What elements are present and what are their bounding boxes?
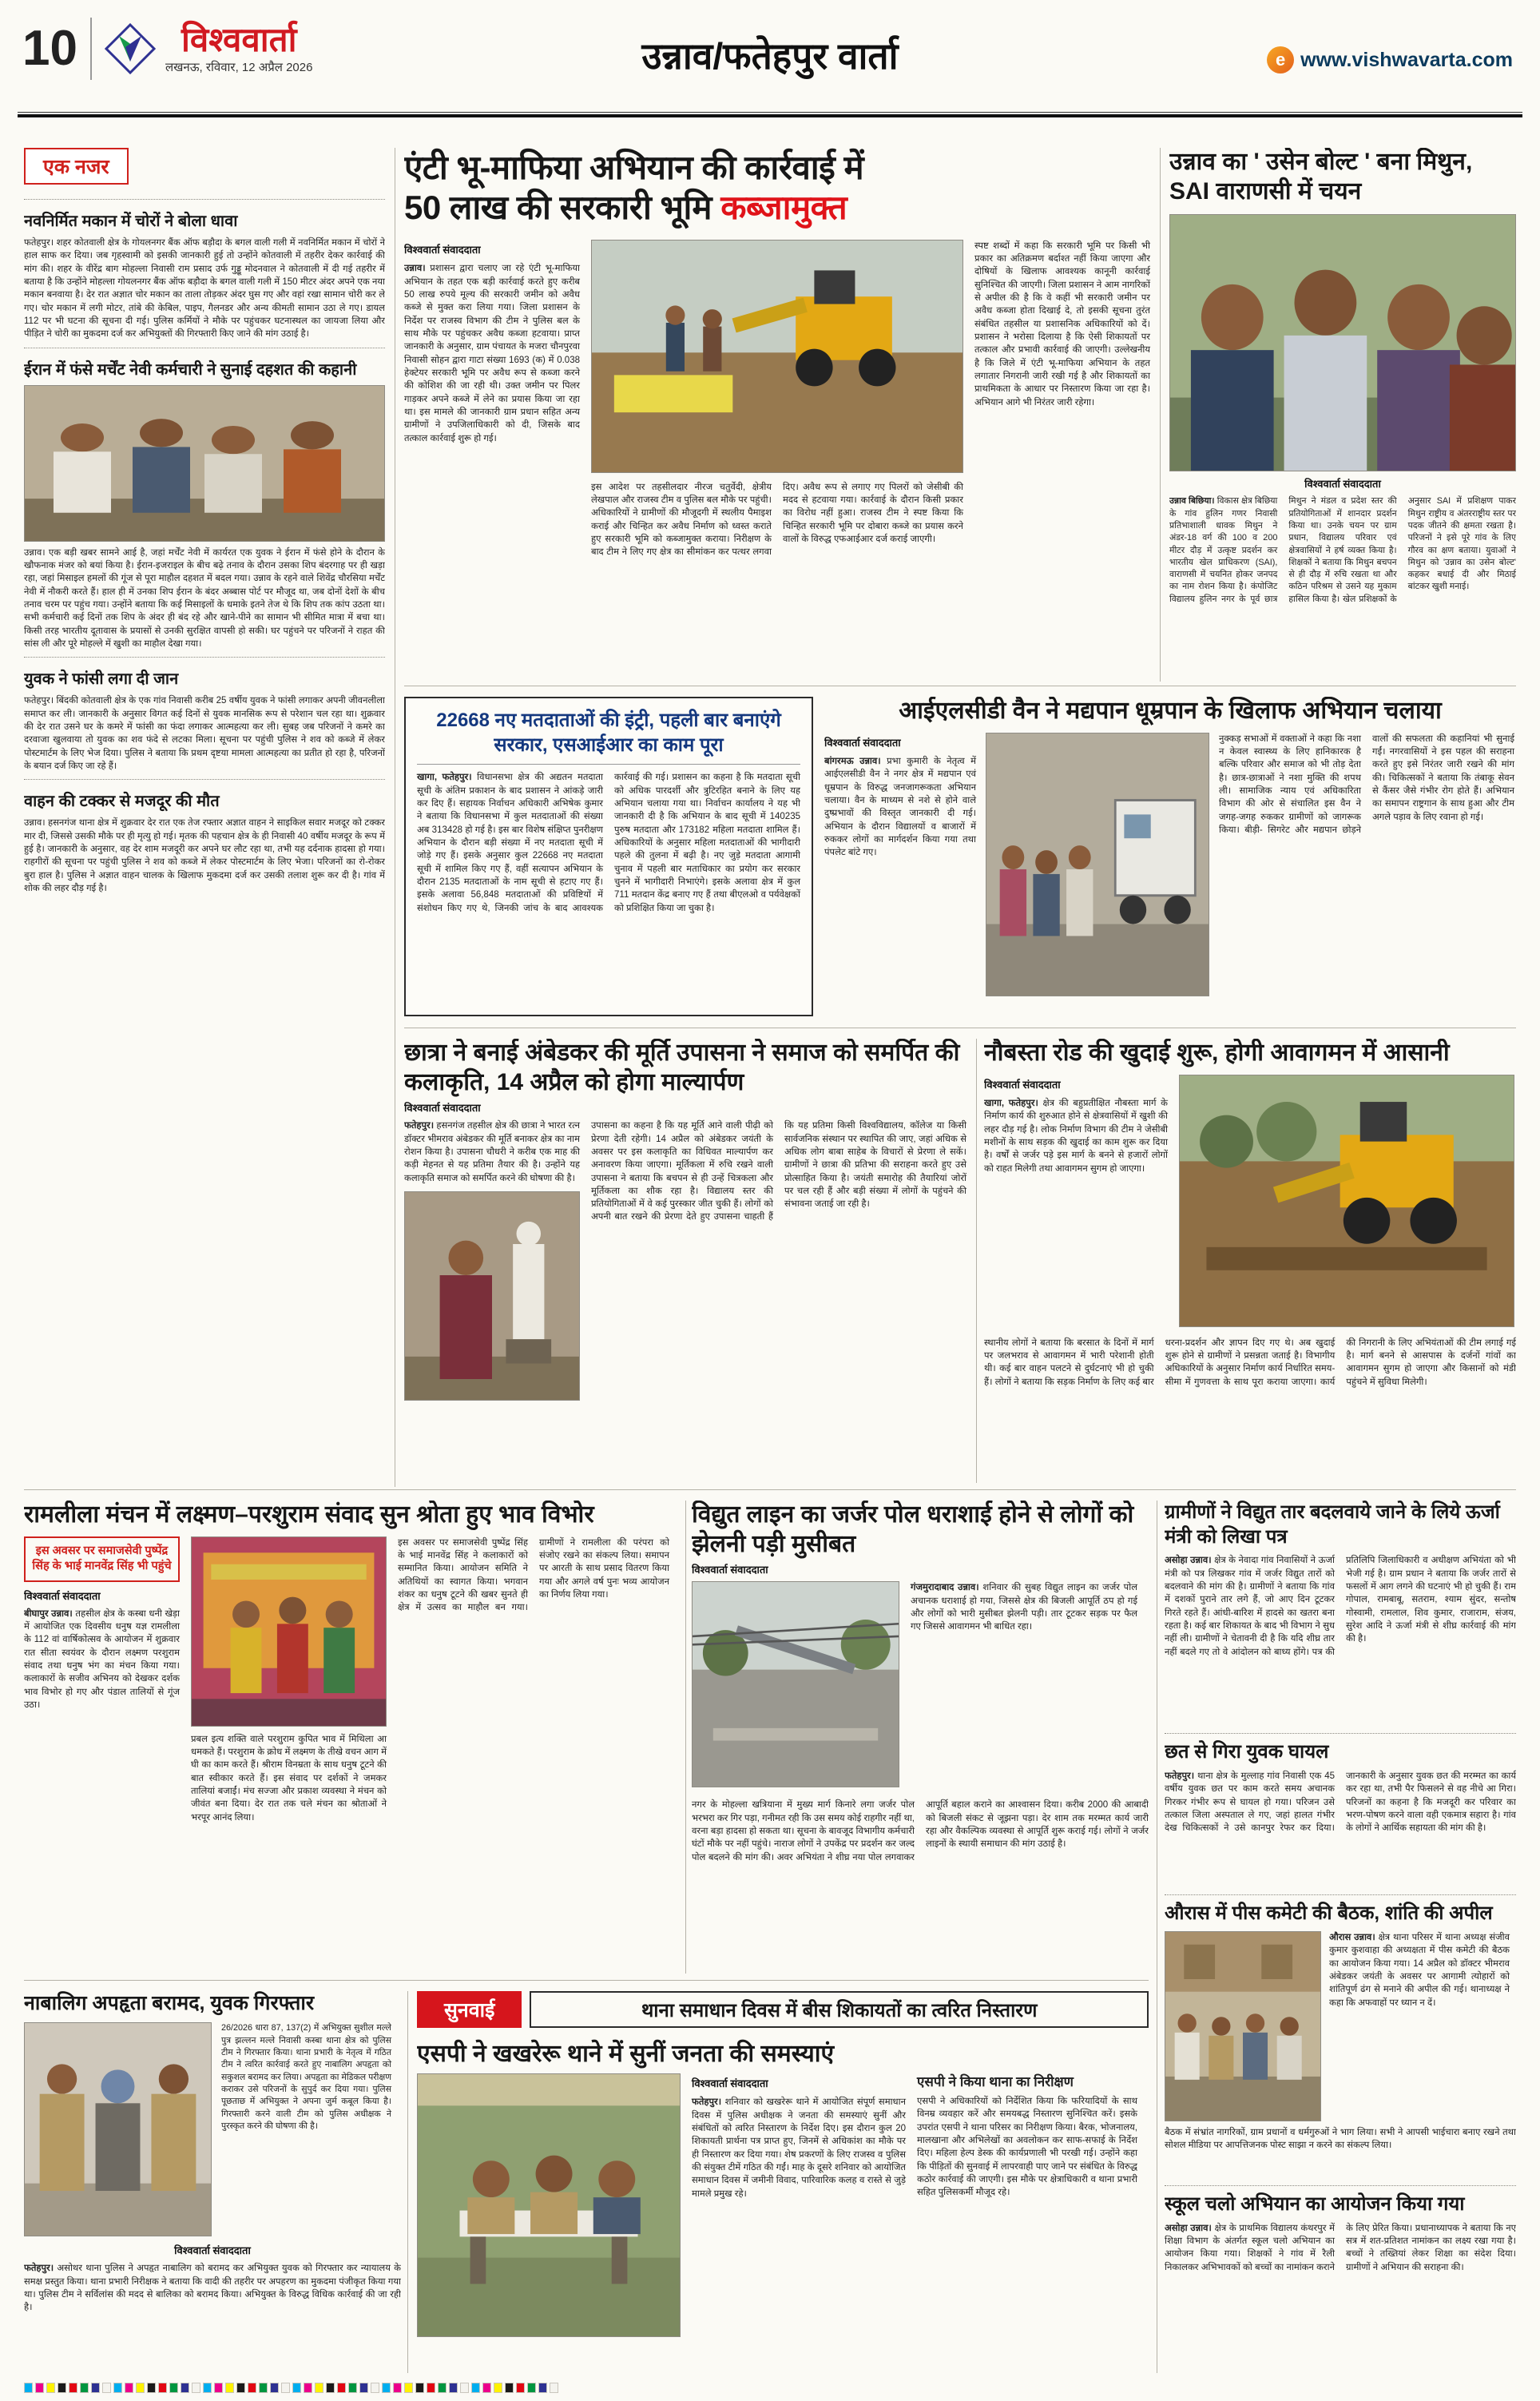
- article-body: [984, 1097, 1168, 1175]
- body-text: विधानसभा क्षेत्र की अद्यतन मतदाता सूची के अंतिम प्रकाशन के बाद प्रशासन ने आंकड़े जारी कर दिए हैं। सहायक निर्वाचन अधिकारी अभिषेक कुमार ने बताया कि विधानसभा में कुल मतदाताओं की संख्या अब 313428 हो गई है। इस बार विशेष संक्षिप्त पुनरीक्षण अभियान के दौरान बड़ी संख्या में नए मतदाता सूची में जोड़े गए हैं। इसके अनुसार कुल 22668 नए मतदाता सूची में शामिल किए गए हैं, वहीं सत्यापन अभियान के दौरान 2135 मतदाताओं के नाम सूची से हटाए गए हैं। इसके अलावा 56,848 मतदाताओं की प्रविष्टियों में संशोधन किए गए थे, जिनकी जांच के बाद आवश्यक कार्रवाई की गई। प्रशासन का कहना है कि मतदाता सूची को अधिक पारदर्शी और त्रुटिरहित बनाने के लिए यह अभियान चलाया गया था। निर्वाचन कार्यालय ने यह भी जानकारी दी है कि अभियान के बाद सूची में 140235 पुरुष मतदाता और 173182 महिला मतदाता शामिल हैं। अधिकारियों के अनुसार महिला मतदाताओं की भागीदारी पहले की तुलना में बढ़ी है। नए जुड़े मतदाता आगामी चुनाव में पहली बार मताधिकार का प्रयोग कर सरकार चुनने में भागीदारी निभाएंगे। इसके अलावा क्षेत्र में कुल 711 मतदान केंद्र बनाए गए हैं तथा बीएलओ व पर्यवेक्षकों को प्रशिक्षित किया जा चुका है।: [417, 773, 800, 913]
- article-headline: छात्रा ने बनाई अंबेडकर की मूर्ति उपासना ने समाज को समर्पित की कलाकृति, 14 अप्रैल को होगा माल्यार्पण: [404, 1040, 960, 1095]
- byline: विश्ववार्ता संवाददाता: [174, 2244, 251, 2257]
- color-square: [125, 2383, 133, 2393]
- photo-illustration: [1170, 215, 1515, 471]
- article-content: [24, 2022, 401, 2240]
- sidebar-article-theft: [24, 199, 385, 341]
- lead-headline-line2: 50 लाख की सरकारी भूमि: [404, 189, 721, 227]
- color-square: [80, 2383, 89, 2393]
- article-new-voters-box: [404, 697, 813, 1016]
- color-square: [449, 2383, 458, 2393]
- article-body: फतेहपुर। शहर कोतवाली क्षेत्र के गोयलनगर बैंक ऑफ बड़ौदा के बगल वाली गली में नवनिर्मित मकान में चोरों ने हाल साफ कर दिया। जब गृहस्वामी को इसकी जानकारी हुई तो उन्होंने कोतवाली में तहरीर देकर कार्रवाई की मांग की। शहर के वीरेंद्र बाग मोहल्ला निवासी राम प्रसाद उर्फ गुड्डू मोदनवाल ने कोतवाली में दी गई तहरीर में बताया है कि उन्होंने मोहल्ला गोयलनगर बैंक ऑफ बड़ौदा के बगल वाली गली में 150 मीटर अंदर अपने एक नया मकान बनवाया है। देर रात अज्ञात चोर मकान का ताला तोड़कर अंदर घुस गए और वहां रखा सामान चोरी कर ले गए। चोर मकान में लगी मोटर, तांबे की केबिल, पाइप, गैलनडर और अन्य कीमती सामान उठा ले गए। डायल 112 पर भी घटना की सूचना दी गई। पुलिस कर्मियों ने मौके पर पहुंचकर घटनास्थल का जायजा लिया और पीड़ित ने चोरी का मुकदमा दर्ज कर अभियुक्तों की गिरफ्तारी किए जाने की मांग उठाई है।: [24, 238, 385, 340]
- body-text: विकास क्षेत्र बिछिया के गांव हुलिन गणर निवासी प्रतिभाशाली धावक मिथुन ने अंडर-18 वर्ग की 100 व 200 मीटर दौड़ में उत्कृष्ट प्रदर्शन कर भारतीय खेल प्राधिकरण (SAI), वाराणसी में चयनित होकर जनपद का नाम रोशन किया है। कंपोजिट विद्यालय हुलिन नगर के पूर्व छात्र मिथुन ने मंडल व प्रदेश स्तर की प्रतियोगिताओं में शानदार प्रदर्शन किया था। उनके चयन पर ग्राम प्रधान, विद्यालय परिवार एवं क्षेत्रवासियों ने हर्ष व्यक्त किया है। शिक्षकों ने बताया कि मिथुन बचपन से ही दौड़ में रुचि रखता था और कठिन परिश्रम से उसने यह मुकाम हासिल किया है। खेल प्रशिक्षकों के अनुसार SAI में प्रशिक्षण पाकर मिथुन राष्ट्रीय व अंतरराष्ट्रीय स्तर पर पदक जीतने की क्षमता रखता है। परिजनों ने इसे पूरे गांव के लिए गौरव का क्षण बताया। युवाओं ने मिथुन को 'उन्नाव का उसेन बोल्ट' कहकर बधाई दी और मिठाई बांटकर खुशी मनाई।: [1169, 496, 1516, 604]
- article-column-1: [984, 1075, 1168, 1329]
- article-body: [591, 1119, 966, 1461]
- article-body: [1165, 1770, 1516, 1888]
- article-body: [1219, 733, 1514, 996]
- color-square: [169, 2383, 178, 2393]
- color-square: [326, 2383, 335, 2393]
- article-body: फतेहपुर। बिंदकी कोतवाली क्षेत्र के एक गांव निवासी करीब 25 वर्षीय युवक ने फांसी लगाकर अपनी जीवनलीला समाप्त कर ली। जानकारी के अनुसार विगत कई दिनों से युवक मानसिक रूप से परेशान चल रहा था। शुक्रवार की देर रात उसने घर के कमरे में फांसी का फंदा लगाकर आत्महत्या कर ली। सुबह जब परिजनों ने कमरे का दरवाजा खुलवाया तो युवक का शव फंदे से लटका मिला। सूचना पर पहुंची पुलिस ने शव को कब्जे में लेकर पोस्टमार्टम के लिए भेज दिया। पुलिस ने बताया कि प्रथम दृष्टया मामला आत्महत्या का प्रतीत हो रहा है, परिजनों के बयान दर्ज किए जा रहे हैं।: [24, 696, 385, 771]
- color-square: [427, 2383, 435, 2393]
- article-body: [692, 2096, 906, 2200]
- body-text: क्षेत्र की बहुप्रतीक्षित नौबस्ता मार्ग के निर्माण कार्य की शुरुआत होने से क्षेत्रवासियों में खुशी की लहर दौड़ गई है। लोक निर्माण विभाग की टीम ने जेसीबी मशीनों के साथ सड़क की खुदाई का काम शुरू कर दिया है। वर्षों से जर्जर पड़े इस मार्ग के बनने से हजारों लोगों को राहत मिलेगी तथा आवागमन सुगम हो जाएगा।: [984, 1099, 1168, 1174]
- lead-content: [404, 240, 1153, 655]
- body-text: उपासना का कहना है कि यह मूर्ति आने वाली पीढ़ी को प्रेरणा देती रहेगी। 14 अप्रैल को अंबेडकर जयंती के अवसर पर इस कलाकृति का विधिवत माल्यार्पण कर अनावरण किया जाएगा। मूर्तिकला में रुचि रखने वाली उपासना ने बताया कि बचपन से ही उन्हें चित्रकला और मूर्तिकला का शौक रहा है। विद्यालय स्तर की प्रतियोगिताओं में वे कई पुरस्कार जीत चुकी हैं। लोगों को अपनी बात रखने की प्रेरणा देते हुए उपासना चाहती हैं कि यह प्रतिमा किसी विश्वविद्यालय, कॉलेज या किसी सार्वजनिक संस्थान पर स्थापित की जाए, जहां अधिक से अधिक लोग बाबा साहेब के विचारों से प्रेरणा ले सकें। ग्रामीणों ने छात्रा की प्रतिभा की सराहना करते हुए उसे प्रोत्साहित किया है। जयंती समारोह की तैयारियां जोरों पर चल रही हैं और बड़ी संख्या में लोगों के पहुंचने की संभावना जताई जा रही है।: [591, 1121, 966, 1222]
- right-lower-column: [1165, 1501, 1516, 2373]
- article-headline: युवक ने फांसी लगा दी जान: [24, 670, 179, 689]
- ek-najar-label: एक नजर: [24, 148, 129, 185]
- lead-column-3: [974, 240, 1150, 655]
- color-square: [382, 2383, 391, 2393]
- byline: विश्ववार्ता संवाददाता: [984, 1078, 1061, 1091]
- article-headline: वाहन की टक्कर से मजदूर की मौत: [24, 793, 220, 811]
- site-icon-letter: e: [1276, 50, 1286, 70]
- color-square: [35, 2383, 44, 2393]
- site-globe-icon: [1267, 46, 1294, 74]
- article-content: [404, 1119, 968, 1461]
- article-body: [417, 771, 800, 1011]
- article-column-2: [591, 1119, 966, 1461]
- photo-sp-samadhan-divas: [417, 2073, 681, 2337]
- color-square: [550, 2383, 558, 2393]
- article-headline: छत से गिरा युवक घायल: [1165, 1741, 1329, 1763]
- article-content: [417, 2073, 1149, 2345]
- lead-column-1: [404, 240, 580, 655]
- byline: विश्ववार्ता संवाददाता: [404, 243, 481, 256]
- article-content: [824, 733, 1516, 1004]
- body-text: असोथर थाना पुलिस ने अपहृत नाबालिग को बरामद कर अभियुक्त युवक को गिरफ्तार कर न्यायालय के समक्ष प्रस्तुत किया। थाना प्रभारी निरीक्षक ने बताया कि वादी की तहरीर पर अपहरण का मुकदमा पंजीकृत किया गया था। पुलिस टीम ने सर्विलांस की मदद से बालिका को बरामद किया। अभियुक्त के विरुद्ध विधिक कार्रवाई की जा रही है।: [24, 2264, 401, 2313]
- article-headline: उन्नाव का ' उसेन बोल्ट ' बना मिथुन, SAI वाराणसी में चयन: [1169, 149, 1473, 205]
- article-column-1: [24, 1536, 180, 1925]
- lead-headline-line1: एंटी भू-माफिया अभियान की कार्रवाई में: [404, 149, 864, 186]
- article-body: [824, 755, 976, 860]
- color-square: [113, 2383, 122, 2393]
- color-square: [192, 2383, 200, 2393]
- color-square: [270, 2383, 279, 2393]
- dateline: फतेहपुर।: [1165, 1771, 1195, 1782]
- lead-headline-highlight: कब्जामुक्त: [720, 189, 847, 227]
- article-content: [24, 1536, 679, 1925]
- color-square: [482, 2383, 491, 2393]
- article-column-1: [824, 733, 976, 1004]
- article-sp-hearing: [417, 1991, 1149, 2373]
- article-school-chalo: [1165, 2185, 1516, 2321]
- dateline: फतेहपुर।: [24, 2264, 54, 2274]
- byline: विश्ववार्ता संवाददाता: [24, 1589, 101, 1602]
- article-body: [1165, 1554, 1516, 1727]
- color-square: [102, 2383, 111, 2393]
- divider: [976, 1039, 977, 1483]
- article-ramlila: [24, 1501, 679, 1974]
- color-square: [371, 2383, 379, 2393]
- article-body: [24, 2262, 401, 2358]
- article-body: [917, 2095, 1137, 2200]
- color-square: [527, 2383, 536, 2393]
- dateline: गंजमुरादाबाद उन्नाव।: [911, 1583, 979, 1593]
- dateline: बीघापुर उन्नाव।: [24, 1608, 73, 1619]
- case-details-text: 26/2026 धारा 87, 137(2) में अभियुक्त सुशील मल्ले पुत्र झल्लन मल्ले निवासी कस्बा थाना क्षेत्र को पुलिस टीम ने गिरफ्तार किया। थाना प्रभारी के नेतृत्व में गठित टीम ने त्वरित कार्रवाई करते हुए नाबालिग अपहृता को सकुशल बरामद कर लिया। अपहृता का मेडिकल परीक्षण कराकर उसे परिजनों के सुपुर्द कर दिया गया। पुलिस पूछताछ में अभियुक्त ने अपना जुर्म कबूल किया है। गिरफ्तारी करने वाली टीम को पुलिस अधीक्षक ने पुरस्कृत करने की घोषणा की है।: [221, 2023, 391, 2131]
- byline: विश्ववार्ता संवाददाता: [404, 1102, 481, 1115]
- divider: [24, 1489, 1516, 1490]
- article-column-middle: [191, 1536, 387, 1925]
- article-headline: नाबालिग अपहृता बरामद, युवक गिरफ्तार: [24, 1992, 315, 2014]
- article-column-1: [692, 2073, 906, 2345]
- dateline: खागा, फतेहपुर।: [417, 773, 472, 783]
- photo-illustration: [1165, 1932, 1320, 2121]
- photo-awareness-van-crowd: [986, 733, 1209, 996]
- article-body: [1165, 2222, 1516, 2321]
- photo-illustration: [405, 1192, 579, 1400]
- body-text: बैठक में संभ्रांत नागरिकों, ग्राम प्रधानों व धर्मगुरुओं ने भाग लिया। सभी ने आपसी भाईचारा बनाए रखने तथा सोशल मीडिया पर आपत्तिजनक पोस्ट साझा न करने का संकल्प लिया।: [1165, 2127, 1516, 2151]
- body-text: थाना क्षेत्र के मुल्लाह गांव निवासी एक 45 वर्षीय युवक छत पर काम करते समय अचानक गिरकर गंभीर रूप से घायल हो गया। परिजन उसे तत्काल जिला अस्पताल ले गए, जहां हालत गंभीर देख चिकित्सकों ने उसे कानपुर रेफर कर दिया। जानकारी के अनुसार युवक छत की मरम्मत का कार्य कर रहा था, तभी पैर फिसलने से वह नीचे आ गिरा। परिजनों का कहना है कि मजदूरी कर परिवार का भरण-पोषण करने वाला वही एकमात्र सहारा है। गांव के लोगों ने आर्थिक सहायता की मांग की है।: [1165, 1771, 1516, 1834]
- color-square: [415, 2383, 424, 2393]
- sunvai-banner-label: सुनवाई: [417, 1991, 522, 2028]
- article-body: [1165, 2126, 1516, 2179]
- photo-illustration: [592, 240, 963, 472]
- article-body: [24, 1608, 180, 1712]
- color-strip: [24, 2383, 558, 2393]
- article-headline: स्कूल चलो अभियान का आयोजन किया गया: [1165, 2192, 1465, 2215]
- article-column-1: [911, 1581, 1137, 1791]
- article-body: [398, 1536, 669, 1925]
- photo-illustration: [693, 1582, 899, 1787]
- color-square: [404, 2383, 413, 2393]
- color-square: [225, 2383, 234, 2393]
- article-column-1: [404, 1119, 580, 1461]
- article-headline: आईएलसीडी वैन ने मद्यपान धूम्रपान के खिलाफ अभियान चलाया: [899, 698, 1442, 724]
- article-headline: नवनिर्मित मकान में चोरों ने बोला धावा: [24, 213, 238, 230]
- byline: विश्ववार्ता संवाददाता: [1304, 478, 1381, 491]
- color-square: [516, 2383, 525, 2393]
- ek-najar-sidebar: [24, 148, 385, 1487]
- sunvai-banner-headline: थाना समाधान दिवस में बीस शिकायतों का त्वरित निस्तारण: [530, 1991, 1149, 2028]
- body-text: प्रबल इत्य शक्ति वाले परशुराम कुपित भाव में मिथिला आ धमकते हैं। परशुराम के क्रोध में लक्ष्मण के तीखे वचन आग में घी का काम करते हैं। श्रीराम विनम्रता के साथ धनुष टूटने की बात स्वीकार करते हैं। इस संवाद पर दर्शकों ने जमकर तालियां बजाईं। मंच सज्जा और प्रकाश व्यवस्था ने मंचन को जीवंत बना दिया। देर रात तक चले मंचन का श्रोताओं ने भरपूर आनंद लिया।: [191, 1734, 387, 1823]
- photo-illustration: [25, 2023, 211, 2236]
- body-text: शनिवार की सुबह विद्युत लाइन का जर्जर पोल अचानक धराशाई हो गया, जिससे क्षेत्र की बिजली आपूर्ति ठप हो गई और लोगों को भारी मुसीबत झेलनी पड़ी। तार टूटकर सड़क पर फैल गए जिससे आवागमन भी बाधित रहा।: [911, 1583, 1137, 1632]
- article-peace-committee: [1165, 1894, 1516, 2179]
- color-square: [281, 2383, 290, 2393]
- byline: विश्ववार्ता संवाददाता: [692, 1564, 768, 1576]
- byline: विश्ववार्ता संवाददाता: [692, 2077, 768, 2089]
- page-number: 10: [22, 21, 77, 76]
- color-square: [538, 2383, 547, 2393]
- article-naubasta-road: [984, 1039, 1516, 1483]
- article-body: [692, 1799, 1149, 1968]
- body-text: हसनगंज तहसील क्षेत्र की छात्रा ने भारत रत्न डॉक्टर भीमराव अंबेडकर की मूर्ति बनाकर क्षेत्र का नाम रोशन किया है। उपासना चौधरी ने करीब एक माह की कड़ी मेहनत से यह प्रतिमा तैयार की है। उन्होंने यह कलाकृति समाज को समर्पित करने की घोषणा की है।: [404, 1121, 581, 1183]
- photo-jcb-road-digging: [1179, 1075, 1514, 1327]
- article-body: [984, 1337, 1516, 1471]
- article-column-2: [917, 2073, 1137, 2345]
- lead-column-middle-text: [591, 481, 963, 646]
- photo-ramlila-stage: [191, 1536, 387, 1727]
- body-text: शनिवार को खखरेरू थाने में आयोजित संपूर्ण समाधान दिवस में पुलिस अधीक्षक ने जनता की समस्याएं सुनीं और संबंधितों को त्वरित निस्तारण के निर्देश दिए। इस दौरान कुल 20 शिकायती प्रार्थना पत्र प्राप्त हुए, जिनमें से अधिकांश का मौके पर ही निस्तारण कर दिया गया। शेष प्रकरणों के लिए राजस्व व पुलिस की संयुक्त टीमें गठित की गईं। माह के दूसरे शनिवार को आयोजित समाधान दिवस में जमीनी विवाद, पारिवारिक कलह व रास्ते से जुड़े मामले प्रमुख रहे।: [692, 2097, 906, 2199]
- article-usain-bolt-mithun: [1169, 148, 1516, 677]
- body-text: नगर के मोहल्ला खत्रियाना में मुख्य मार्ग किनारे लगा जर्जर पोल भरभरा कर गिर पड़ा, गनीमत रही कि उस समय कोई राहगीर नहीं था, वरना बड़ा हादसा हो सकता था। सूचना के बावजूद विभागीय कर्मचारी घंटों मौके पर नहीं पहुंचे। नाराज लोगों ने उपकेंद्र पर प्रदर्शन कर जल्द पोल बदलने की मांग की। अवर अभियंता ने शीघ्र नया पोल लगवाकर आपूर्ति बहाल कराने का आश्वासन दिया। करीब 2000 की आबादी को बिजली संकट से जूझना पड़ा। देर शाम तक मरम्मत कार्य जारी रहा और वैकल्पिक व्यवस्था से आपूर्ति शुरू कराई गई। लोगों ने जर्जर लाइनों के स्थायी समाधान की मांग उठाई है।: [692, 1800, 1149, 1862]
- sidebar-article-accident: [24, 779, 385, 895]
- photo-student-with-statue: [404, 1191, 580, 1401]
- body-text: तहसील क्षेत्र के कस्बा धनी खेड़ा में आयोजित एक दिवसीय धनुष यज्ञ रामलीला के 112 वां वार्षिकोत्सव के आयोजन में शुक्रवार रात सीता स्वयंवर के दौरान लक्ष्मण परशुराम संवाद तथा धनुष भंग का मंचन किया गया। कलाकारों के सजीव अभिनय को देखकर दर्शक भाव विभोर हो गए और पंडाल तालियों से गूंज उठा।: [24, 1608, 181, 1711]
- article-content: [692, 1581, 1149, 1791]
- body-text: नुक्कड़ सभाओं में वक्ताओं ने कहा कि नशा न केवल स्वास्थ्य के लिए हानिकारक है बल्कि परिवार और समाज को भी तोड़ देता है। छात्र-छात्राओं ने नशा मुक्ति की शपथ ली। सामाजिक न्याय एवं अधिकारिता विभाग की ओर से संचालित इस वैन ने जगह-जगह रुककर ग्रामीणों को जागरूक किया। बीड़ी- सिगरेट और मद्यपान छोड़ने वालों की सफलता की कहानियां भी सुनाई गईं। नगरवासियों ने इस पहल की सराहना करते हुए इसे निरंतर जारी रखने की मांग की। चिकित्सकों ने बताया कि तंबाकू सेवन से कैंसर जैसे गंभीर रोग होते हैं। अभियान का समापन राष्ट्रगान के साथ हुआ और टीम अगले पड़ाव के लिए रवाना हो गई।: [1219, 733, 1514, 835]
- article-headline: औरास में पीस कमेटी की बैठक, शांति की अपील: [1165, 1902, 1493, 1925]
- body-text: प्रशासन द्वारा चलाए जा रहे एंटी भू-माफिया अभियान के तहत एक बड़ी कार्रवाई करते हुए करीब 50 लाख रुपये मूल्य की सरकारी जमीन को अवैध कब्जे से मुक्त करा लिया गया। जिला प्रशासन के निर्देश पर राजस्व विभाग की टीम ने पुलिस बल के साथ मौके पर पहुंचकर अवैध कब्जा हटवाया। प्राप्त जानकारी के अनुसार, ग्राम पंचायत के मजरा चौनपुरवा निवासी सोहन द्वारा गाटा संख्या 1693 (क) में 0.038 हेक्टेयर सरकारी भूमि पर अवैध रूप से कब्जा करने की कोशिश की जा रही थी। उक्त जमीन पर पिलर गाड़कर अपने कब्जे में लेने का प्रयास किया जा रहा था। इस मामले की जानकारी ग्राम प्रधान सहित अन्य ग्रामीणों ने उपजिलाधिकारी को दी, जिसके बाद तत्काल कार्रवाई शुरू हो गई।: [404, 264, 580, 443]
- color-square: [46, 2383, 55, 2393]
- color-square: [24, 2383, 33, 2393]
- header-rule: [18, 112, 1522, 117]
- color-square: [337, 2383, 346, 2393]
- dateline: फतेहपुर।: [404, 1121, 435, 1131]
- divider: [407, 1991, 408, 2373]
- photo-fallen-pole-street: [692, 1581, 899, 1787]
- photo-illustration: [986, 733, 1209, 996]
- article-content: [1165, 1931, 1516, 2121]
- body-text: क्षेत्र थाना परिसर में थाना अध्यक्ष संजीव कुमार कुशवाहा की अध्यक्षता में पीस कमेटी की बैठक का आयोजन किया गया। 14 अप्रैल को डॉक्टर भीमराव अंबेडकर जयंती के अवसर पर आगामी त्योहारों को शांतिपूर्ण ढंग से मनाने की अपील की गई। थानाध्यक्ष ने कहा कि अफवाहों पर ध्यान न दें।: [1329, 1932, 1510, 2008]
- dateline: असोहा उन्नाव।: [1165, 1556, 1212, 1566]
- photo-illustration: [25, 386, 384, 541]
- article-headline: एसपी ने खखरेरू थाने में सुनीं जनता की समस्याएं: [417, 2041, 835, 2067]
- body-text: प्रभा कुमारी के नेतृत्व में आईएलसीडी वैन ने नगर क्षेत्र में मद्यपान एवं धूम्रपान के विरुद्ध जनजागरूकता अभियान चलाया। वैन के माध्यम से नशे से होने वाले दुष्प्रभावों की विस्तृत जानकारी दी गई। अभियान के दौरान विद्यालयों व बाजारों में रुककर लोगों का मार्गदर्शन किया गया तथा पंपलेट बांटे गए।: [824, 757, 976, 858]
- article-body: [911, 1581, 1137, 1633]
- article-electric-pole: [692, 1501, 1149, 1974]
- photo-illustration: [418, 2074, 680, 2336]
- color-square: [91, 2383, 100, 2393]
- article-headline: ईरान में फंसे मर्चेंट नेवी कर्मचारी ने सुनाई दहशत की कहानी: [24, 360, 357, 379]
- color-square: [460, 2383, 469, 2393]
- photo-jcb-demolition: [591, 240, 963, 473]
- header-right: [1267, 46, 1513, 74]
- article-content: [984, 1075, 1516, 1329]
- body-text: स्थानीय लोगों ने बताया कि बरसात के दिनों में मार्ग पर जलभराव से आवागमन में भारी परेशानी होती थी। कई बार वाहन पलटने से दुर्घटनाएं भी हो चुकी हैं। लोगों ने बताया कि सड़क निर्माण के लिए कई बार धरना-प्रदर्शन और ज्ञापन दिए गए थे। अब खुदाई शुरू होने से ग्रामीणों ने प्रसन्नता जताई है। विभागीय अधिकारियों के अनुसार निर्माण कार्य निर्धारित समय-सीमा में गुणवत्ता के साथ पूरा कराया जाएगा। कार्य की निगरानी के लिए अभियंताओं की टीम लगाई गई है। मार्ग बनने से आसपास के दर्जनों गांवों का आवागमन सुगम हो जाएगा और किसानों को मंडी पहुंचने में सुविधा मिलेगी।: [984, 1338, 1516, 1387]
- kicker-box: इस अवसर पर समाजसेवी पुष्पेंद्र सिंह के भाई मानवेंद्र सिंह भी पहुंचे: [24, 1536, 180, 1582]
- color-square: [304, 2383, 312, 2393]
- divider: [24, 1980, 1149, 1981]
- divider: [1160, 148, 1161, 682]
- color-square: [214, 2383, 223, 2393]
- article-body: उन्नाव। एक बड़ी खबर सामने आई है, जहां मर्चेंट नेवी में कार्यरत एक युवक ने ईरान में फंसे होने के दौरान के खौफनाक मंजर को बयां किया है। ईरान-इजराइल के बीच बढ़े तनाव के दौरान उसका शिप बंदरगाह पर ही खड़ा रहा, जहां मिसाइल हमलों की गूंज से पूरा माहौल दहशत में बदल गया। उन्नाव के रहने वाले शिवेंद्र चौरसिया मर्चेंट नेवी में नौकरी करते हैं। हाल ही में उनका शिप ईरान के बंदर अब्बास पोर्ट पर मौजूद था, जब दोनों देशों के बीच तनाव चरम पर पहुंच गया। उन्होंने बताया कि कई मिसाइलों के धमाके इतने तेज थे कि शिप तक कांप उठता था। सभी कर्मचारी कई दिनों तक शिप के अंदर ही बंद रहे और खाने-पीने का सामान भी सीमित मात्रा में बचा था। किसी तरह भारतीय दूतावास के प्रयासों से उनकी सुरक्षित वापसी हो सकी। घर पहुंचने पर परिजनों ने राहत की सांस ली और पूरे मोहल्ले में खुशी का माहौल देखा गया।: [24, 547, 385, 649]
- article-headline: विद्युत लाइन का जर्जर पोल धराशाई होने से लोगों को झेलनी पड़ी मुसीबत: [692, 1501, 1134, 1557]
- color-square: [236, 2383, 245, 2393]
- photo-mithun-selfie-group: [1169, 214, 1516, 471]
- color-square: [348, 2383, 357, 2393]
- lead-column-middle: [591, 240, 963, 655]
- article-column-2: [398, 1536, 669, 1925]
- body-text: स्पष्ट शब्दों में कहा कि सरकारी भूमि पर किसी भी प्रकार का अतिक्रमण बर्दाश्त नहीं किया जाएगा और दोषियों के खिलाफ आवश्यक कानूनी कार्रवाई सुनिश्चित की जाएगी। जिला प्रशासन ने आम नागरिकों से अपील की है कि वे कहीं भी सरकारी जमीन पर अवैध कब्जा होता दिखाई दे, तो इसकी सूचना तुरंत संबंधित तहसील या प्रशासनिक अधिकारियों को दें। प्रशासन ने भरोसा दिलाया है कि ऐसी शिकायतों पर तत्काल और प्रभावी कार्रवाई की जाएगी। उल्लेखनीय है कि जिले में एंटी भू-माफिया अभियान के तहत लगातार निगरानी जारी रखी गई है और शिकायतों का प्राथमिकता के आधार पर निस्तारण किया जा रहा है। अभियान आगे भी निरंतर जारी रहेगा।: [974, 240, 1150, 407]
- body-text: इस अवसर पर समाजसेवी पुष्पेंद्र सिंह के भाई मानवेंद्र सिंह ने कलाकारों को सम्मानित किया। आयोजन समिति ने अतिथियों का स्वागत किया। भगवान शंकर का धनुष टूटने की खबर सुनते ही क्षेत्र में उत्सव का माहौल बन गया। ग्रामीणों ने रामलीला की परंपरा को संजोए रखने का संकल्प लिया। समापन पर आरती के साथ प्रसाद वितरण किया गया और अगले वर्ष पुनः भव्य आयोजन का निर्णय लिया गया।: [398, 1537, 669, 1613]
- article-subhead: एसपी ने किया थाना का निरीक्षण: [917, 2074, 1074, 2089]
- article-headline: नौबस्ता रोड की खुदाई शुरू, होगी आवागमन में आसानी: [984, 1040, 1450, 1066]
- article-minor-recovered: [24, 1991, 401, 2373]
- article-body: [404, 1119, 580, 1185]
- edition-line: लखनऊ, रविवार, 12 अप्रैल 2026: [165, 61, 313, 75]
- article-roof-fall: [1165, 1733, 1516, 1888]
- divider: [685, 1501, 686, 1974]
- dateline: फतेहपुर।: [692, 2097, 722, 2108]
- photo-peace-committee-meeting: [1165, 1931, 1321, 2121]
- color-square: [69, 2383, 77, 2393]
- masthead-title: विश्ववार्ता: [181, 20, 297, 58]
- color-square: [248, 2383, 256, 2393]
- article-body: [191, 1733, 387, 1824]
- color-square: [58, 2383, 66, 2393]
- dateline: खागा, फतेहपुर।: [984, 1099, 1038, 1109]
- color-square: [136, 2383, 145, 2393]
- website-link[interactable]: www.vishwavarta.com: [1300, 48, 1513, 71]
- color-square: [181, 2383, 189, 2393]
- color-square: [471, 2383, 480, 2393]
- dateline: असोहा उन्नाव।: [1165, 2223, 1212, 2233]
- color-square: [158, 2383, 167, 2393]
- article-body: [1169, 495, 1516, 665]
- dateline: उन्नाव।: [404, 264, 426, 274]
- body-text: क्षेत्र के प्राथमिक विद्यालय कंथरपुर में शिक्षा विभाग के अंतर्गत स्कूल चलो अभियान का आयोजन किया गया। शिक्षकों ने गांव में रैली निकालकर अभिभावकों को बच्चों का नामांकन कराने के लिए प्रेरित किया। प्रधानाध्यापक ने बताया कि नए सत्र में शत-प्रतिशत नामांकन का लक्ष्य रखा गया है। बच्चों ने तख्तियां लेकर शिक्षा का संदेश दिया। ग्रामीणों ने अभियान की सराहना की।: [1165, 2223, 1516, 2272]
- dateline: उन्नाव बिछिया।: [1169, 496, 1215, 507]
- dateline: औरास उन्नाव।: [1329, 1932, 1375, 1942]
- color-square: [393, 2383, 402, 2393]
- article-column-1: [1329, 1931, 1510, 2121]
- dateline: बांगरमऊ उन्नाव।: [824, 757, 881, 767]
- photo-illustration: [1180, 1075, 1514, 1326]
- sidebar-article-suicide: [24, 657, 385, 773]
- section-title: उन्नाव/फतेहपुर वार्ता: [641, 35, 899, 77]
- article-ilcd-van-campaign: [824, 697, 1516, 1016]
- color-square: [259, 2383, 268, 2393]
- color-square: [292, 2383, 301, 2393]
- color-square: [494, 2383, 502, 2393]
- color-square: [359, 2383, 368, 2393]
- photo-iran-navy-family: [24, 385, 385, 542]
- color-square: [147, 2383, 156, 2393]
- article-column-2: [1219, 733, 1514, 1004]
- byline: विश्ववार्ता संवाददाता: [824, 736, 901, 749]
- color-square: [438, 2383, 447, 2393]
- color-square: [203, 2383, 212, 2393]
- photo-police-with-accused: [24, 2022, 212, 2236]
- article-headline: रामलीला मंचन में लक्ष्मण–परशुराम संवाद सुन श्रोता हुए भाव विभोर: [24, 1501, 594, 1528]
- article-headline: ग्रामीणों ने विद्युत तार बदलवाये जाने के लिये ऊर्जा मंत्री को लिखा पत्र: [1165, 1501, 1500, 1548]
- sidebar-article-iran: [24, 348, 385, 651]
- article-ambedkar-statue: [404, 1039, 968, 1483]
- photo-illustration: [192, 1537, 386, 1726]
- body-text: एसपी ने अधिकारियों को निर्देशित किया कि फरियादियों के साथ विनम्र व्यवहार करें और समयबद्ध निस्तारण सुनिश्चित करें। इसके उपरांत एसपी ने थाना परिसर का निरीक्षण किया। बैरक, भोजनालय, मालखाना और अभिलेखों का अवलोकन कर साफ-सफाई के निर्देश दिए। महिला हेल्प डेस्क की कार्यप्रणाली भी परखी गई। उन्होंने कहा कि पीड़ितों की सुनवाई में लापरवाही पाए जाने पर संबंधित के विरुद्ध कठोर कार्रवाई की जाएगी। इस मौके पर क्षेत्राधिकारी व थाना प्रभारी सहित पुलिसकर्मी मौजूद रहे।: [917, 2097, 1137, 2198]
- article-body: उन्नाव। हसनगंज थाना क्षेत्र में शुक्रवार देर रात एक तेज रफ्तार अज्ञात वाहन ने साइकिल सवार मजदूर को टक्कर मार दी, जिससे उसकी मौके पर ही मृत्यु हो गई। मृतक की पहचान क्षेत्र के ही निवासी 40 वर्षीय मजदूर के रूप में हुई है। जानकारी के अनुसार, वह देर शाम मजदूरी कर अपने घर लौट रहा था, तभी यह दर्दनाक हादसा हो गया। राहगीरों की सूचना पर पहुंची पुलिस ने शव को कब्जे में लेकर पोस्टमार्टम के लिए भेजा। परिजनों का रो-रोकर बुरा हाल है। पुलिस ने अज्ञात वाहन चालक के खिलाफ मुकदमा दर्ज कर उसकी तलाश शुरू कर दी है। गांव में शोक की लहर दौड़ गई है।: [24, 818, 385, 893]
- sunvai-banner: [417, 1991, 1149, 2028]
- color-square: [315, 2383, 323, 2393]
- body-text: क्षेत्र के नेवादा गांव निवासियों ने ऊर्जा मंत्री को पत्र लिखकर गांव में जर्जर विद्युत तारों को बदलवाने की मांग की है। ग्रामीणों ने बताया कि गांव में दशकों पुराने तार लगे हैं, जो आए दिन टूटकर गिरते रहते हैं। आंधी-बारिश में हादसे का खतरा बना रहता है। कई बार शिकायत के बाद भी विभाग ने सुध नहीं ली। ग्रामीणों ने चेतावनी दी है कि यदि शीघ्र तार नहीं बदले गए तो वे आंदोलन को बाध्य होंगे। पत्र की प्रतिलिपि जिलाधिकारी व अधीक्षण अभियंता को भी भेजी गई है। ग्राम प्रधान ने बताया कि जर्जर तारों से फसलों में आग लगने की घटनाएं भी हो चुकी हैं। राम गोपाल, रामबाबू, सतराम, श्याम सुंदर, सन्तोष गोस्वामी, रामलाल, शिव कुमार, राजाराम, संजय, सुरेश आदि ने ऊर्जा मंत्री से शीघ्र कार्रवाई की मांग की है।: [1165, 1556, 1516, 1657]
- lead-headline: [404, 148, 1153, 229]
- article-anti-bhu-mafia: [404, 148, 1153, 677]
- page-header: [0, 0, 1540, 120]
- body-text: इस आदेश पर तहसीलदार नीरज चतुर्वेदी, क्षेत्रीय लेखपाल और राजस्व टीम व पुलिस बल मौके पर पहुंची। अधिकारियों ने ग्रामीणों की मौजूदगी में स्थलीय पैमाइश कराई और चिन्हित कर अवैध निर्माण को ध्वस्त कराते हुए सरकारी भूमि को कब्जामुक्त कराया। निरीक्षण के बाद टीम ने लिए गए क्षेत्र का सीमांकन कर पत्थर लगवा दिए। अवैध रूप से लगाए गए पिलरों को जेसीबी की मदद से हटवाया गया। कार्रवाई के दौरान किसी प्रकार का विरोध नहीं हुआ। राजस्व टीम ने स्पष्ट किया कि चिन्हित सरकारी भूमि पर दोबारा कब्जे का प्रयास करने वालों के विरुद्ध एफआईआर दर्ज कराई जाएगी।: [591, 482, 963, 558]
- article-minister-letter: [1165, 1501, 1516, 1727]
- color-square: [505, 2383, 514, 2393]
- article-headline: 22668 नए मतदाताओं की इंट्री, पहली बार बनाएंगे सरकार, एसआईआर का काम पूरा: [417, 708, 800, 765]
- article-body: [404, 262, 580, 445]
